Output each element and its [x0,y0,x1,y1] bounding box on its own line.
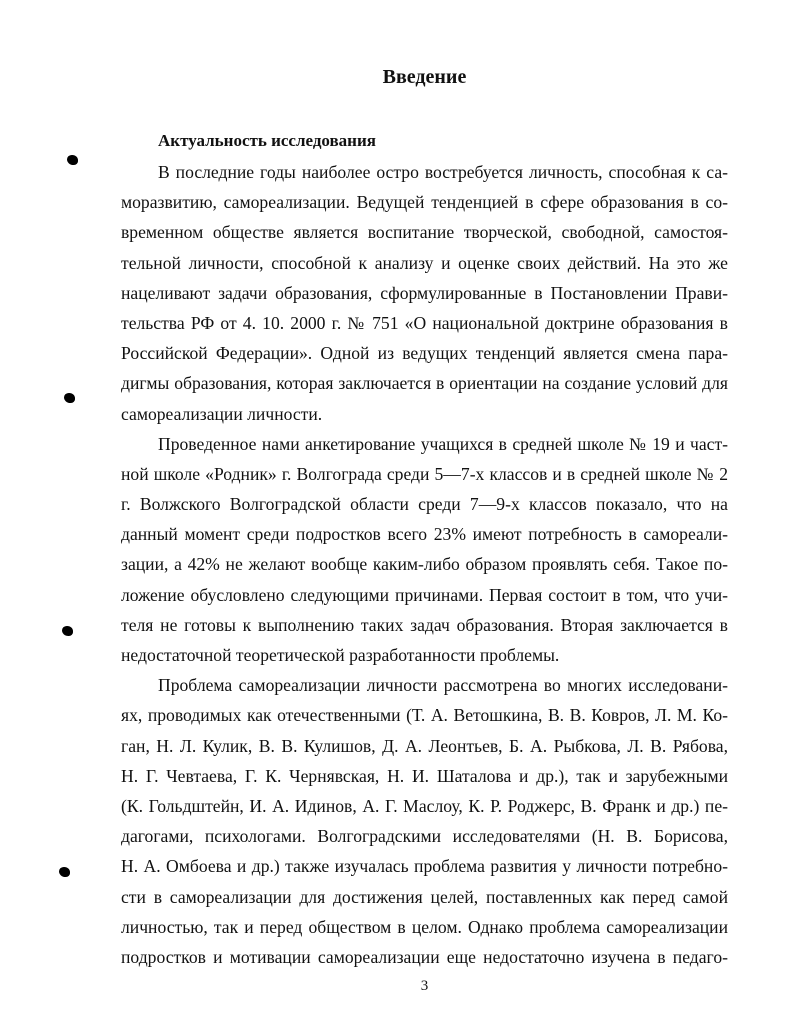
text-line: ях, проводимых как отечественными (Т. А. Ветошкина, В. В. Ковров, Л. М. Ко- [121,705,728,726]
text-line: теля не готовы к выполнению таких задач образования. Вторая заключается в [121,614,728,635]
text-line: временном обществе является воспитание творческой, свободной, самостоя- [121,222,728,243]
text-line: самореализации личности. [121,403,323,424]
text-line: подростков и мотивации самореализации еще недостаточно изучена в педаго- [121,946,728,967]
text-line: Российской Федерации». Одной из ведущих тенденций является смена пара- [121,343,728,364]
paragraph-2 [121,429,728,671]
scan-blot-mark [67,155,78,165]
text-line: г. Волжского Волгоградской области среди 7—9-х классов показало, что на [121,494,728,515]
text-line: сти в самореализации для достижения целей, поставленных как перед самой [121,886,728,907]
text-line: Проведенное нами анкетирование учащихся в средней школе № 19 и част- [158,433,728,454]
text-line: данный момент среди подростков всего 23% имеют потребность в самореали- [121,524,728,545]
text-line: тельной личности, способной к анализу и оценке своих действий. На это же [121,252,728,273]
paragraph-1 [121,157,728,429]
text-line: ложение обусловлено следующими причинами. Первая состоит в том, что учи- [121,584,728,605]
text-line: Проблема самореализации личности рассмотрена во многих исследовани- [158,675,728,696]
text-line: нацеливают задачи образования, сформулированные в Постановлении Прави- [121,282,728,303]
text-line: недостаточной теоретической разработанности проблемы. [121,645,560,665]
page-title: Введение [382,66,467,88]
page-number: 3 [420,978,429,994]
scan-blot-mark [64,393,75,403]
text-line: моразвитию, самореализации. Ведущей тенденцией в сфере образования в со- [121,192,728,213]
text-line: В последние годы наиболее остро востребуется личность, способная к са- [158,162,728,182]
text-line: зации, а 42% не желают вообще каким-либо образом проявлять себя. Такое по- [121,554,728,575]
text-line: (К. Гольдштейн, И. А. Идинов, А. Г. Маслоу, К. Р. Роджерс, В. Франк и др.) пе- [121,795,728,816]
paragraph-3 [121,670,728,972]
text-line: дагогами, психологами. Волгоградскими исследователями (Н. В. Борисова, [121,826,728,847]
body-text [121,157,728,972]
text-line: дигмы образования, которая заключается в ориентации на создание условий для [121,373,728,394]
text-line: Н. А. Омбоева и др.) также изучалась проблема развития у личности потребно- [121,856,728,877]
text-line: личностью, так и перед обществом в целом. Однако проблема самореализации [121,916,728,937]
scan-blot-mark [59,867,70,877]
text-line: Н. Г. Чевтаева, Г. К. Чернявская, Н. И. Шаталова и др.), так и зарубежными [121,765,728,786]
text-line: тельства РФ от 4. 10. 2000 г. № 751 «О национальной доктрине образования в [121,312,728,333]
text-line: ной школе «Родник» г. Волгограда среди 5—7-х классов и в средней школе № 2 [121,463,728,484]
section-heading: Актуальность исследования [158,131,376,150]
text-line: ган, Н. Л. Кулик, В. В. Кулишов, Д. А. Леонтьев, Б. А. Рыбкова, Л. В. Рябова, [121,735,728,756]
scan-blot-mark [62,626,73,636]
